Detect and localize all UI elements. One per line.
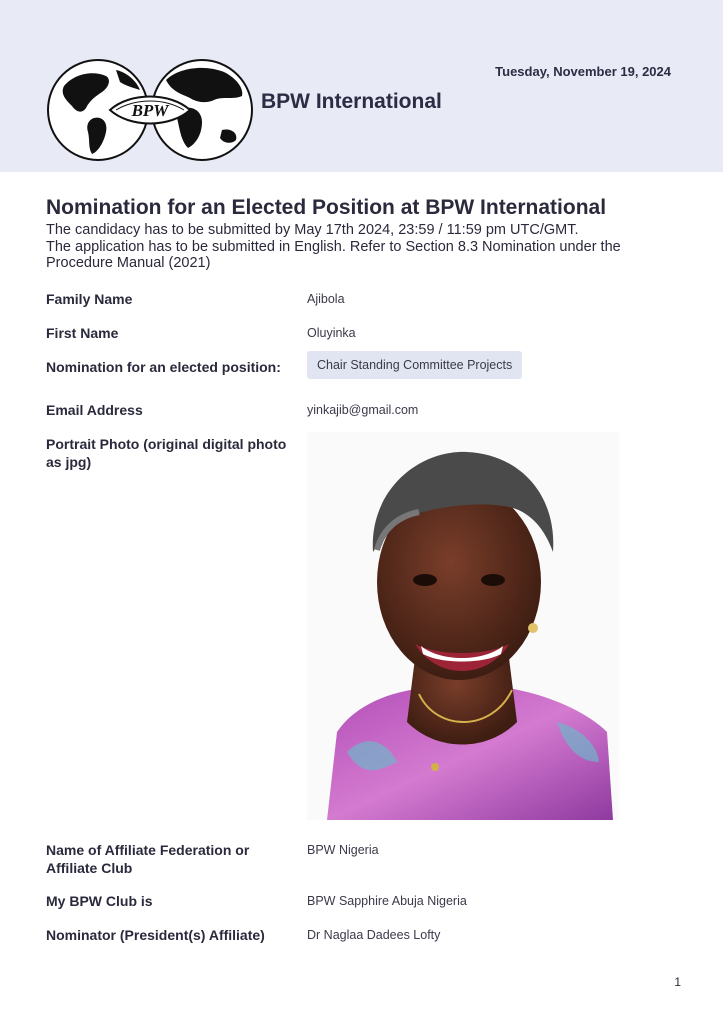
intro-language: The application has to be submitted in English. Refer to Section 8.3 Nomination under the Procedure Manual (2021) — [46, 238, 621, 271]
bpw-globe-logo — [46, 56, 254, 164]
field-label: Nominator (President(s) Affiliate) — [46, 927, 265, 943]
field-value: BPW Sapphire Abuja Nigeria — [307, 894, 467, 908]
field-label: Name of Affiliate Federation or Affiliate Club — [46, 842, 250, 876]
field-value: Ajibola — [307, 292, 345, 306]
portrait-photo — [307, 432, 619, 820]
field-value: Dr Naglaa Dadees Lofty — [307, 928, 441, 942]
field-value: Oluyinka — [307, 326, 356, 340]
page-header — [0, 0, 723, 172]
field-value: BPW Nigeria — [307, 843, 379, 857]
form-title: Nomination for an Elected Position at BPW International — [46, 196, 607, 219]
field-label: Nomination for an elected position: — [46, 359, 281, 375]
field-label: My BPW Club is — [46, 893, 153, 909]
header-date: Tuesday, November 19, 2024 — [495, 64, 671, 79]
field-value: yinkajib@gmail.com — [307, 403, 419, 417]
organization-name: BPW International — [261, 90, 442, 113]
field-label: First Name — [46, 325, 119, 341]
intro-deadline: The candidacy has to be submitted by May 17th 2024, 23:59 / 11:59 pm UTC/GMT. — [46, 222, 579, 238]
position-chip: Chair Standing Committee Projects — [307, 351, 522, 379]
field-label: Portrait Photo (original digital photo as jpg) — [46, 436, 287, 470]
form-intro — [46, 222, 666, 272]
field-label: Family Name — [46, 291, 133, 307]
logo-lettering: BPW — [131, 101, 169, 120]
field-label: Email Address — [46, 402, 143, 418]
page-number: 1 — [674, 975, 681, 989]
